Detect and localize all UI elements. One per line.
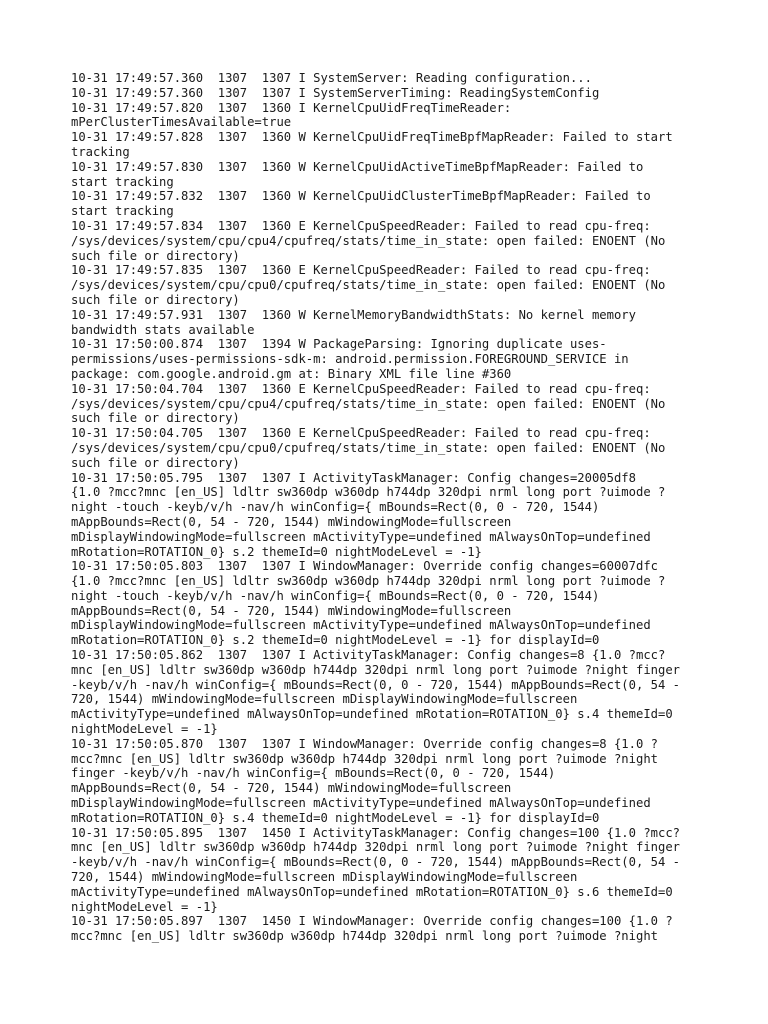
log-line: mRotation=ROTATION_0} s.2 themeId=0 nightModeLevel = -1} — [71, 544, 482, 559]
log-line: {1.0 ?mcc?mnc [en_US] ldltr sw360dp w360dp h744dp 320dpi nrml long port ?uimode ? — [71, 485, 666, 500]
log-line: mcc?mnc [en_US] ldltr sw360dp w360dp h744dp 320dpi nrml long port ?uimode ?night — [71, 751, 658, 766]
log-line: 720, 1544) mWindowingMode=fullscreen mDisplayWindowingMode=fullscreen — [71, 870, 578, 885]
log-line: 10-31 17:49:57.834 1307 1360 E KernelCpuSpeedReader: Failed to read cpu-freq: — [71, 218, 651, 233]
log-line: mRotation=ROTATION_0} s.4 themeId=0 nightModeLevel = -1} for displayId=0 — [71, 810, 600, 825]
log-line: 10-31 17:50:00.874 1307 1394 W PackageParsing: Ignoring duplicate uses- — [71, 337, 607, 352]
log-line: 10-31 17:49:57.832 1307 1360 W KernelCpuUidClusterTimeBpfMapReader: Failed to — [71, 189, 651, 204]
log-line: 10-31 17:49:57.835 1307 1360 E KernelCpuSpeedReader: Failed to read cpu-freq: — [71, 263, 651, 278]
log-line: mRotation=ROTATION_0} s.2 themeId=0 nightModeLevel = -1} for displayId=0 — [71, 633, 600, 648]
log-line: mnc [en_US] ldltr sw360dp w360dp h744dp 320dpi nrml long port ?uimode ?night finger — [71, 662, 681, 677]
log-line: /sys/devices/system/cpu/cpu4/cpufreq/stats/time_in_state: open failed: ENOENT (No — [71, 233, 666, 248]
log-line: 10-31 17:49:57.931 1307 1360 W KernelMemoryBandwidthStats: No kernel memory — [71, 307, 636, 322]
log-line: bandwidth stats available — [71, 322, 255, 337]
log-line: mnc [en_US] ldltr sw360dp w360dp h744dp 320dpi nrml long port ?uimode ?night finger — [71, 840, 681, 855]
log-line: mActivityType=undefined mAlwaysOnTop=undefined mRotation=ROTATION_0} s.6 themeId=0 — [71, 884, 673, 899]
log-line: mActivityType=undefined mAlwaysOnTop=undefined mRotation=ROTATION_0} s.4 themeId=0 — [71, 707, 673, 722]
log-line: 10-31 17:49:57.828 1307 1360 W KernelCpuUidFreqTimeBpfMapReader: Failed to start — [71, 130, 673, 145]
log-line: 10-31 17:50:05.870 1307 1307 I WindowManager: Override config changes=8 {1.0 ? — [71, 736, 658, 751]
log-line: mDisplayWindowingMode=fullscreen mActivityType=undefined mAlwaysOnTop=undefined — [71, 618, 651, 633]
log-line: /sys/devices/system/cpu/cpu4/cpufreq/stats/time_in_state: open failed: ENOENT (No — [71, 396, 666, 411]
log-line: 10-31 17:50:05.895 1307 1450 I ActivityTaskManager: Config changes=100 {1.0 ?mcc? — [71, 825, 681, 840]
log-line: 10-31 17:49:57.360 1307 1307 I SystemServerTiming: ReadingSystemConfig — [71, 85, 600, 100]
log-line: /sys/devices/system/cpu/cpu0/cpufreq/stats/time_in_state: open failed: ENOENT (No — [71, 440, 666, 455]
log-line: such file or directory) — [71, 292, 240, 307]
log-line: night -touch -keyb/v/h -nav/h winConfig={ mBounds=Rect(0, 0 - 720, 1544) — [71, 588, 600, 603]
log-line: night -touch -keyb/v/h -nav/h winConfig={ mBounds=Rect(0, 0 - 720, 1544) — [71, 500, 600, 515]
log-line: nightModeLevel = -1} — [71, 899, 218, 914]
log-document — [71, 71, 703, 944]
log-line: /sys/devices/system/cpu/cpu0/cpufreq/stats/time_in_state: open failed: ENOENT (No — [71, 278, 666, 293]
log-line: such file or directory) — [71, 411, 240, 426]
log-line: 10-31 17:49:57.830 1307 1360 W KernelCpuUidActiveTimeBpfMapReader: Failed to — [71, 159, 644, 174]
log-line: finger -keyb/v/h -nav/h winConfig={ mBounds=Rect(0, 0 - 720, 1544) — [71, 766, 556, 781]
log-line: 10-31 17:50:04.704 1307 1360 E KernelCpuSpeedReader: Failed to read cpu-freq: — [71, 381, 651, 396]
log-line: such file or directory) — [71, 455, 240, 470]
log-line: -keyb/v/h -nav/h winConfig={ mBounds=Rect(0, 0 - 720, 1544) mAppBounds=Rect(0, 54 - — [71, 677, 681, 692]
log-line: -keyb/v/h -nav/h winConfig={ mBounds=Rect(0, 0 - 720, 1544) mAppBounds=Rect(0, 54 - — [71, 855, 681, 870]
log-line: 10-31 17:50:05.795 1307 1307 I ActivityTaskManager: Config changes=20005df8 — [71, 470, 636, 485]
log-line: 10-31 17:49:57.360 1307 1307 I SystemServer: Reading configuration... — [71, 71, 592, 85]
log-line: start tracking — [71, 204, 174, 219]
log-line: such file or directory) — [71, 248, 240, 263]
log-line: 10-31 17:50:05.897 1307 1450 I WindowManager: Override config changes=100 {1.0 ? — [71, 914, 673, 929]
log-line: package: com.google.android.gm at: Binary XML file line #360 — [71, 366, 512, 381]
log-line: mAppBounds=Rect(0, 54 - 720, 1544) mWindowingMode=fullscreen — [71, 781, 512, 796]
log-line: mAppBounds=Rect(0, 54 - 720, 1544) mWindowingMode=fullscreen — [71, 514, 512, 529]
log-line: mDisplayWindowingMode=fullscreen mActivityType=undefined mAlwaysOnTop=undefined — [71, 529, 651, 544]
log-line: mAppBounds=Rect(0, 54 - 720, 1544) mWindowingMode=fullscreen — [71, 603, 512, 618]
log-line: mcc?mnc [en_US] ldltr sw360dp w360dp h744dp 320dpi nrml long port ?uimode ?night — [71, 929, 658, 944]
log-line: {1.0 ?mcc?mnc [en_US] ldltr sw360dp w360dp h744dp 320dpi nrml long port ?uimode ? — [71, 574, 666, 589]
log-line: tracking — [71, 144, 130, 159]
log-line: 10-31 17:50:04.705 1307 1360 E KernelCpuSpeedReader: Failed to read cpu-freq: — [71, 426, 651, 441]
log-line: mPerClusterTimesAvailable=true — [71, 115, 292, 130]
log-line: permissions/uses-permissions-sdk-m: android.permission.FOREGROUND_SERVICE in — [71, 352, 629, 367]
log-line: mDisplayWindowingMode=fullscreen mActivityType=undefined mAlwaysOnTop=undefined — [71, 796, 651, 811]
log-line: nightModeLevel = -1} — [71, 722, 218, 737]
log-line: start tracking — [71, 174, 174, 189]
log-line: 720, 1544) mWindowingMode=fullscreen mDisplayWindowingMode=fullscreen — [71, 692, 578, 707]
log-line: 10-31 17:50:05.803 1307 1307 I WindowManager: Override config changes=60007dfc — [71, 559, 658, 574]
log-line: 10-31 17:50:05.862 1307 1307 I ActivityTaskManager: Config changes=8 {1.0 ?mcc? — [71, 648, 666, 663]
log-line: 10-31 17:49:57.820 1307 1360 I KernelCpuUidFreqTimeReader: — [71, 100, 512, 115]
